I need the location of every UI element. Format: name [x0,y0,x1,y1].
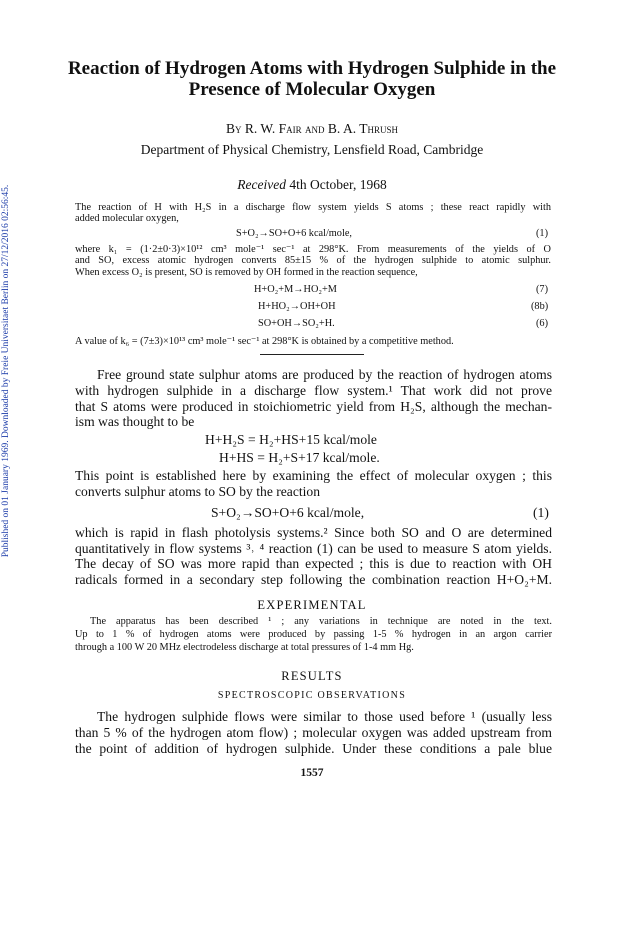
abstract-line-6: A value of k₆ = (7±3)×10¹³ cm³ mole⁻¹ sec⁻¹ at 298°K is obtained by a competitive method. [75,336,454,347]
abstract-equation-6-number: (6) [536,318,549,329]
experimental-line-1: The apparatus has been described ¹ ; any variations in technique are noted in the text. [90,616,552,627]
abstract-line-5: When excess O₂ is present, SO is removed by OH formed in the reaction sequence, [75,267,418,278]
results-heading: RESULTS [281,669,343,683]
body-line-2: with hydrogen sulphide in a discharge flow system.¹ That work did not prove [75,383,552,398]
abstract-line-4: and SO, excess atomic hydrogen converts 85±15 % of the hydrogen sulphide to atomic sulphur. [75,255,551,266]
body-line-8: quantitatively in flow systems ³˒ ⁴ reaction (1) can be used to measure S atom yields. [75,541,552,556]
experimental-heading: EXPERIMENTAL [257,598,367,612]
experimental-line-3: through a 100 W 20 MHz electrodeless discharge at total pressures of 1-4 mm Hg. [75,642,414,653]
page-number: 1557 [300,767,324,779]
abstract-equation-7-number: (7) [536,284,549,295]
abstract-line-2: added molecular oxygen, [75,213,179,224]
download-watermark: Published on 01 January 1969. Downloaded by Freie Universitaet Berlin on 27/12/2016 02:56:45. [1,184,11,558]
body-equation-c: S+O₂→SO+O+6 kcal/mole, [211,505,365,520]
abstract-equation-8b: H+HO₂→OH+OH [258,301,336,312]
abstract-line-1: The reaction of H with H₂S in a discharge flow system yields S atoms ; these react rapidly with [75,202,551,213]
body-line-5: This point is established here by examining the effect of molecular oxygen ; this [75,468,552,483]
body-line-6: converts sulphur atoms to SO by the reaction [75,484,321,499]
results-line-3: the point of addition of hydrogen sulphide. Under these conditions a pale blue [75,741,552,756]
body-equation-a: H+H₂S = H₂+HS+15 kcal/mole [205,432,377,447]
results-line-2: than 5 % of the hydrogen atom flow) ; molecular oxygen was added upstream from [75,725,552,740]
body-equation-b: H+HS = H₂+S+17 kcal/mole. [219,450,380,465]
body-equation-c-number: (1) [533,505,549,520]
body-line-1: Free ground state sulphur atoms are produced by the reaction of hydrogen atoms [97,367,552,382]
experimental-line-2: Up to 1 % of hydrogen atoms were produced by passing 1-5 % hydrogen in an argon carrier [75,629,552,640]
affiliation: Department of Physical Chemistry, Lensfield Road, Cambridge [140,142,484,157]
abstract-equation-6: SO+OH→SO₂+H. [258,318,335,329]
abstract-divider [260,354,364,355]
results-line-1: The hydrogen sulphide flows were similar to those used before ¹ (usually less [97,709,552,724]
abstract-equation-7: H+O₂+M→HO₂+M [254,284,337,295]
title-line-1: Reaction of Hydrogen Atoms with Hydrogen Sulphide in the [67,58,557,79]
body-line-10: radicals formed in a secondary step following the combination reaction H+O₂+M. [75,572,552,587]
byline: By R. W. Fair and B. A. Thrush [226,121,398,136]
body-line-7: which is rapid in flash photolysis systems.² Since both SO and O are determined [75,525,552,540]
received-date-value: 4th October, 1968 [289,177,387,192]
title-line-2: Presence of Molecular Oxygen [188,79,436,100]
abstract-line-3: where k₁ = (1·2±0·3)×10¹² cm³ mole⁻¹ sec⁻¹ at 298°K. From measurements of the yields of O [75,244,551,255]
received-date [0,177,624,193]
received-label: Received [237,177,286,192]
body-line-3: that S atoms were produced in stoichiometric yield from H₂S, although the mechan- [75,399,552,414]
body-line-4: ism was thought to be [75,414,195,429]
abstract-equation-1-number: (1) [536,228,549,239]
results-subheading: SPECTROSCOPIC OBSERVATIONS [217,690,407,701]
abstract-equation-1: S+O₂→SO+O+6 kcal/mole, [236,228,352,239]
abstract-equation-8b-number: (8b) [531,301,549,312]
body-line-9: The decay of SO was more rapid than expected ; this is due to reaction with OH [75,556,552,571]
